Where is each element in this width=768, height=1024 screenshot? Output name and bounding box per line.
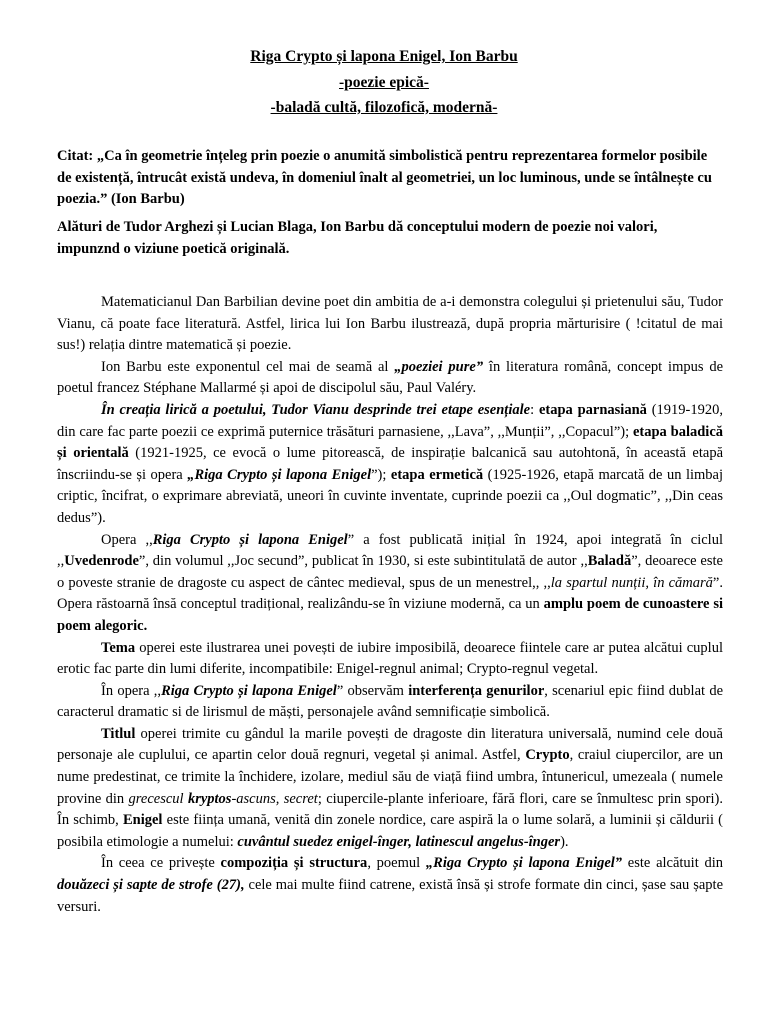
document-subtitle-genre: -poezie epică- [339,74,429,91]
paragraph-pure-poetry: Ion Barbu este exponentul cel mai de seamă al „poeziei pure” în literatura română, concept impus de poetul francez Stéphane Mallarmé și apoi de discipolul său, Paul Valéry. [57,358,724,397]
paragraph-title: Titlul operei trimite cu gândul la marile povești de dragoste din literatura universală, numind cele două personaje ale cuplului, ce apartin celor două regnuri, vegetal și animal. Astfel, Crypto, craiul ciupercilor, are un nume predestinat, ce trimite la închidere, izolare, mediul său de viață fiind umbra, întunericul, umezeala ( numele provine din grecescul kryptos-ascuns, secret; ciupercile-plante inferioare, fără flori, care se înmultesc prin spori). În schimb, Enigel este ființa umană, venită din zonele nordice, care aspiră la o lume solară, a luminii și căldurii ( posibila etimologie a numelui: cuvântul suedez enigel-înger, latinescul angelus-înger). [57,725,723,850]
quote-text: „Ca în geometrie înțeleg prin poezie o anumită simbolistică pentru reprezentarea formelor posibile de existență, întrucât există undeva, în domeniul înalt al geometriei, un loc luminous, unde se întâlnește cu poezia.” (Ion Barbu) [57,148,712,207]
paragraph-theme: Tema operei este ilustrarea unei povești de iubire imposibilă, deoarece fiintele care ar putea alcătui cuplul erotic fac parte din lumi diferite, incompatibile: Enigel-regnul animal; Crypto-regnul vegetal. [57,639,723,678]
document-subtitle-type: -baladă cultă, filozofică, modernă- [270,99,498,116]
document-title: Riga Crypto și lapona Enigel, Ion Barbu [250,48,518,65]
quote-label: Citat: [57,148,94,164]
quote-paragraph [57,146,723,211]
paragraph-publication: Opera ,,Riga Crypto și lapona Enigel” a fost publicată inițial în 1924, apoi integrată în ciclul ,,Uvedenrode”, din volumul ,,Joc secund”, publicat în 1930, si este subintitulată de autor ,,Baladă”, deoarece este o poveste stranie de dragoste cu aspect de cântec medieval, spus de un menestrel,, ,,la spartul nunții, în cămară”. Opera răstoarnă însă conceptul tradițional, realizându-se în viziune modernă, ca un amplu poem de cunoastere si poem alegoric. [57,531,723,634]
paragraph-genres: În opera ,,Riga Crypto și lapona Enigel” observăm interferența genurilor, scenariul epic fiind dublat de caracterul dramatic si de lirismul de măști, personajele având semnificație simbolică. [57,682,724,721]
paragraph-origin: Matematicianul Dan Barbilian devine poet din ambitia de a-i demonstra colegului și prietenului său, Tudor Vianu, că poate face literatură. Astfel, lirica lui Ion Barbu ilustrează, după propria mărturisire ( !citatul de mai sus!) relația dintre matematică și poezie. [57,294,723,354]
intro-paragraph: Alături de Tudor Arghezi și Lucian Blaga, Ion Barbu dă conceptului modern de poezie noi valori, impunznd o viziune poetică originală. [57,219,658,257]
paragraph-structure: În ceea ce privește compoziția și structura, poemul „Riga Crypto și lapona Enigel” este alcătuit din douăzeci și sapte de strofe (27), cele mai multe fiind catrene, există însă și strofe formate din cinci, șase sau șapte versuri. [57,855,724,915]
paragraph-stages: În creația lirică a poetului, Tudor Vianu desprinde trei etape esențiale: etapa parnasiană (1919-1920, din care fac parte poezii ce exprimă puternice trăsături parnasiene, ,,Lava”, ,,Munții”, ,,Copacul”); etapa baladică și orientală (1921-1925, ce evocă o lume pitorească, de inspirație balcanică sau autohtonă, în această etapă înscriindu-se și opera „Riga Crypto și lapona Enigel”); etapa ermetică (1925-1926, etapă marcată de un limbaj criptic, încifrat, o exprimare abreviată, uneori în cuvinte inventate, cuprinde poezii ca ,,Oul dogmatic”, ,,Din ceas dedus”). [57,401,724,526]
body-text [57,292,723,918]
